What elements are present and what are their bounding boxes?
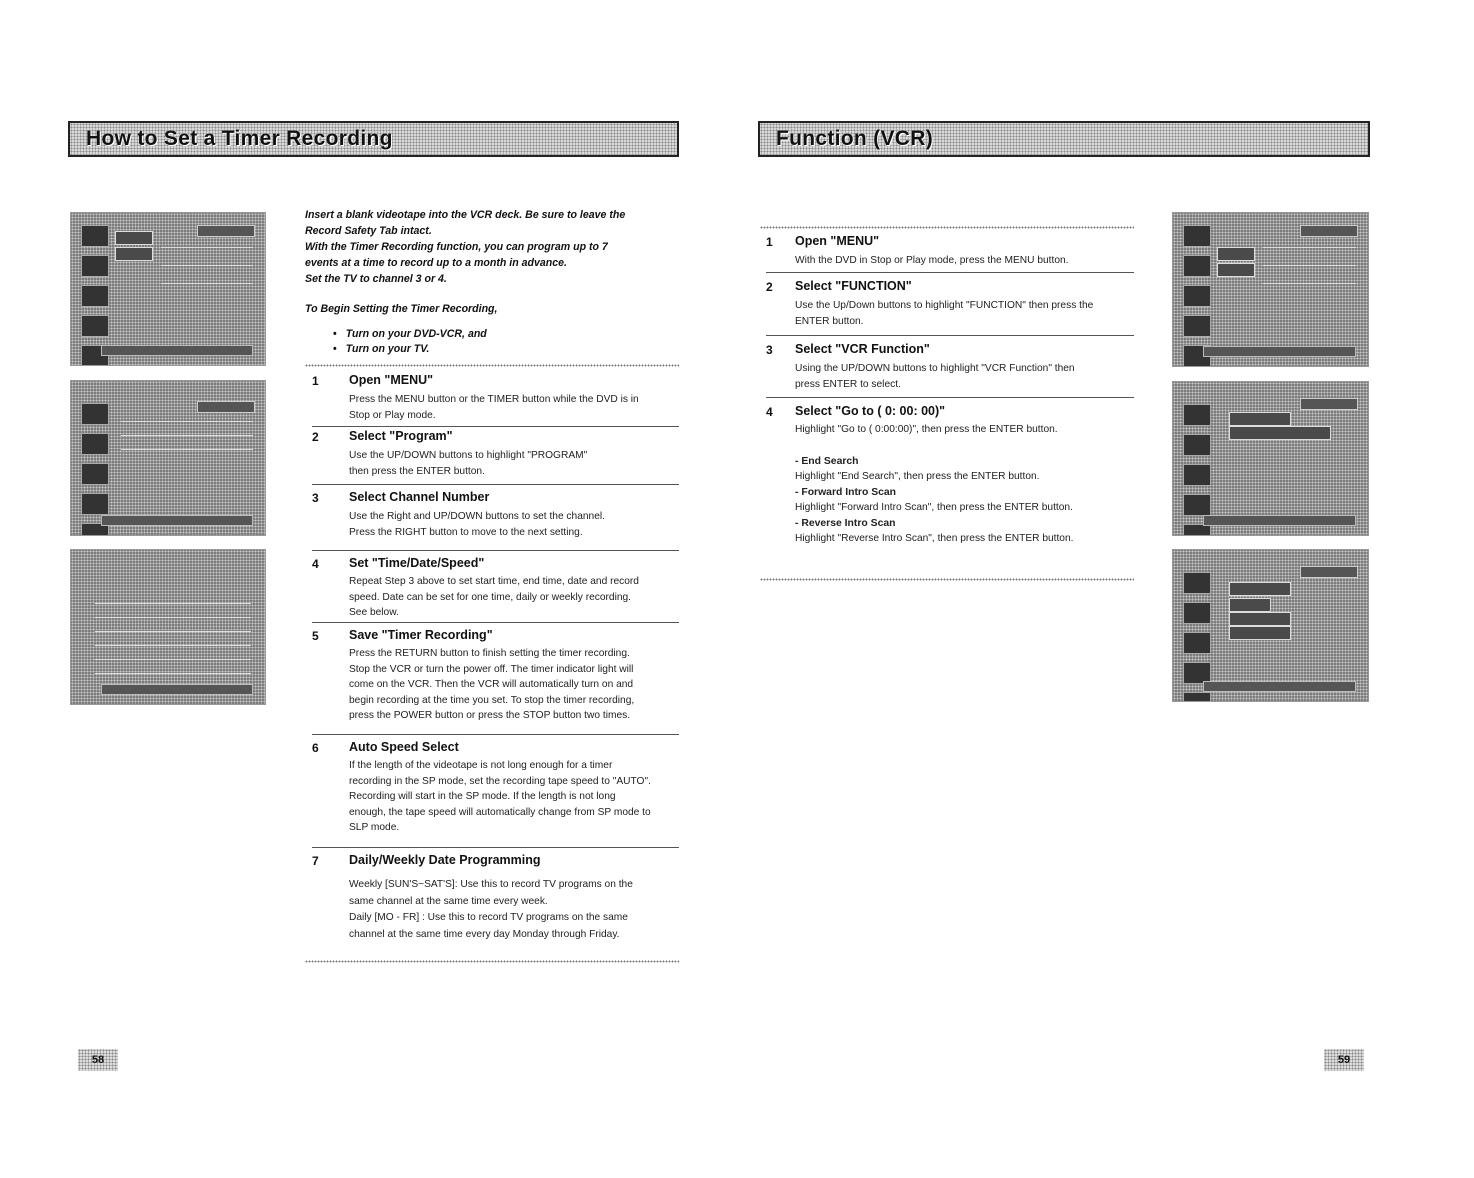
step-body: Press the MENU button or the TIMER button while the DVD is in Stop or Play mode. — [349, 394, 639, 421]
step-title: Select "Go to ( 0: 00: 00)" — [795, 404, 946, 418]
menu-screen-image-2 — [70, 380, 266, 536]
step-title: Open "MENU" — [795, 234, 880, 248]
step-body: Press the RETURN button to finish setting the timer recording. Stop the VCR or turn the power off. The timer indicator light will come on the VCR. Then the VCR will automatically turn on and begin recording at the time you set. To stop the timer recording, press the POWER button or press the STOP button two times. — [349, 648, 635, 721]
menu-screen-image-1 — [70, 212, 266, 366]
step-title: Select "FUNCTION" — [795, 279, 912, 293]
step-body: Highlight "Go to ( 0:00:00)", then press the ENTER button. - End Search Highlight "End Search", then press the ENTER button. - Forward Intro Scan Highlight "Forward Intro Scan", then press the ENTER button. - Reverse Intro Scan Highlight "Reverse Intro Scan", then press the ENTER button. — [795, 422, 1135, 547]
left-steps — [312, 371, 679, 948]
step-6 — [312, 735, 679, 848]
left-intro — [305, 207, 675, 357]
right-title-banner — [758, 121, 1370, 157]
intro-line: Insert a blank videotape into the VCR deck. Be sure to leave the — [305, 209, 626, 221]
bullet-list — [333, 327, 675, 357]
step-4 — [312, 551, 679, 623]
intro-line: Set the TV to channel 3 or 4. — [305, 273, 447, 285]
left-divider-top — [305, 364, 679, 367]
step-body: Weekly [SUN'S~SAT'S]: Use this to record TV programs on the same channel at the same time every week. Daily [MO - FR] : Use this to record TV programs on the same channel at the same time every day Monday through Friday. — [349, 879, 633, 940]
step-number: 3 — [312, 491, 319, 505]
intro-line: events at a time to record up to a month in advance. — [305, 257, 567, 269]
step-1 — [312, 371, 679, 427]
left-page-title: How to Set a Timer Recording — [86, 127, 393, 150]
step-7 — [312, 848, 679, 948]
step-5 — [312, 623, 679, 735]
step-body: Repeat Step 3 above to set start time, end time, date and record speed. Date can be set for one time, daily or weekly recording. See below. — [349, 576, 639, 618]
step-2 — [312, 427, 679, 485]
step-title: Open "MENU" — [349, 373, 434, 387]
step-body: Use the Up/Down buttons to highlight "FUNCTION" then press the ENTER button. — [795, 300, 1094, 327]
subitem-forward-intro-scan: - Forward Intro Scan Highlight "Forward Intro Scan", then press the ENTER button. — [795, 486, 1073, 513]
intro-line: With the Timer Recording function, you can program up to 7 — [305, 241, 608, 253]
left-page-number: 58 — [78, 1049, 118, 1071]
step-3 — [766, 336, 1134, 398]
begin-text: To Begin Setting the Timer Recording, — [305, 303, 498, 315]
step-number: 5 — [312, 629, 319, 643]
step-number: 6 — [312, 741, 319, 755]
step-title: Select Channel Number — [349, 490, 490, 504]
intro-line: Record Safety Tab intact. — [305, 225, 432, 237]
bullet-item: • Turn on your DVD-VCR, and — [333, 327, 675, 342]
step-title: Auto Speed Select — [349, 740, 459, 754]
step-1 — [766, 232, 1134, 273]
step-number: 2 — [312, 430, 319, 444]
right-divider-top — [760, 226, 1134, 229]
subitem-end-search: - End Search Highlight "End Search", then press the ENTER button. — [795, 455, 1040, 482]
step-number: 7 — [312, 854, 319, 868]
step-body: Use the UP/DOWN buttons to highlight "PROGRAM" then press the ENTER button. — [349, 450, 588, 477]
step-number: 1 — [766, 235, 773, 249]
step-title: Select "Program" — [349, 429, 453, 443]
step-title: Save "Timer Recording" — [349, 628, 493, 642]
step-number: 3 — [766, 343, 773, 357]
right-page-title: Function (VCR) — [776, 127, 934, 150]
right-steps — [766, 232, 1134, 573]
step-4 — [766, 398, 1134, 573]
step-number: 4 — [312, 557, 319, 571]
step-body: Using the UP/DOWN buttons to highlight "VCR Function" then press ENTER to select. — [795, 363, 1075, 390]
step-body: Use the Right and UP/DOWN buttons to set the channel. Press the RIGHT button to move to the next setting. — [349, 511, 605, 538]
left-divider-bottom — [305, 960, 679, 963]
step-title: Set "Time/Date/Speed" — [349, 556, 485, 570]
step-body: If the length of the videotape is not long enough for a timer recording in the SP mode, set the recording tape speed to "AUTO". Recording will start in the SP mode. If the length is not long enough, the tape speed will automatically change from SP mode to SLP mode. — [349, 760, 651, 833]
step-3 — [312, 485, 679, 551]
step-number: 4 — [766, 405, 773, 419]
function-screen-image-2 — [1172, 381, 1369, 536]
step-number: 1 — [312, 374, 319, 388]
menu-screen-image-3 — [70, 549, 266, 705]
function-screen-image-3 — [1172, 549, 1369, 702]
step-title: Select "VCR Function" — [795, 342, 930, 356]
step-title: Daily/Weekly Date Programming — [349, 853, 541, 867]
bullet-item: • Turn on your TV. — [333, 342, 675, 357]
subitem-reverse-intro-scan: - Reverse Intro Scan Highlight "Reverse Intro Scan", then press the ENTER button. — [795, 517, 1074, 544]
function-screen-image-1 — [1172, 212, 1369, 367]
step-body: With the DVD in Stop or Play mode, press the MENU button. — [795, 255, 1069, 266]
right-page-number: 59 — [1324, 1049, 1364, 1071]
right-divider-bottom — [760, 578, 1134, 581]
step-number: 2 — [766, 280, 773, 294]
left-title-banner — [68, 121, 679, 157]
step-2 — [766, 273, 1134, 336]
